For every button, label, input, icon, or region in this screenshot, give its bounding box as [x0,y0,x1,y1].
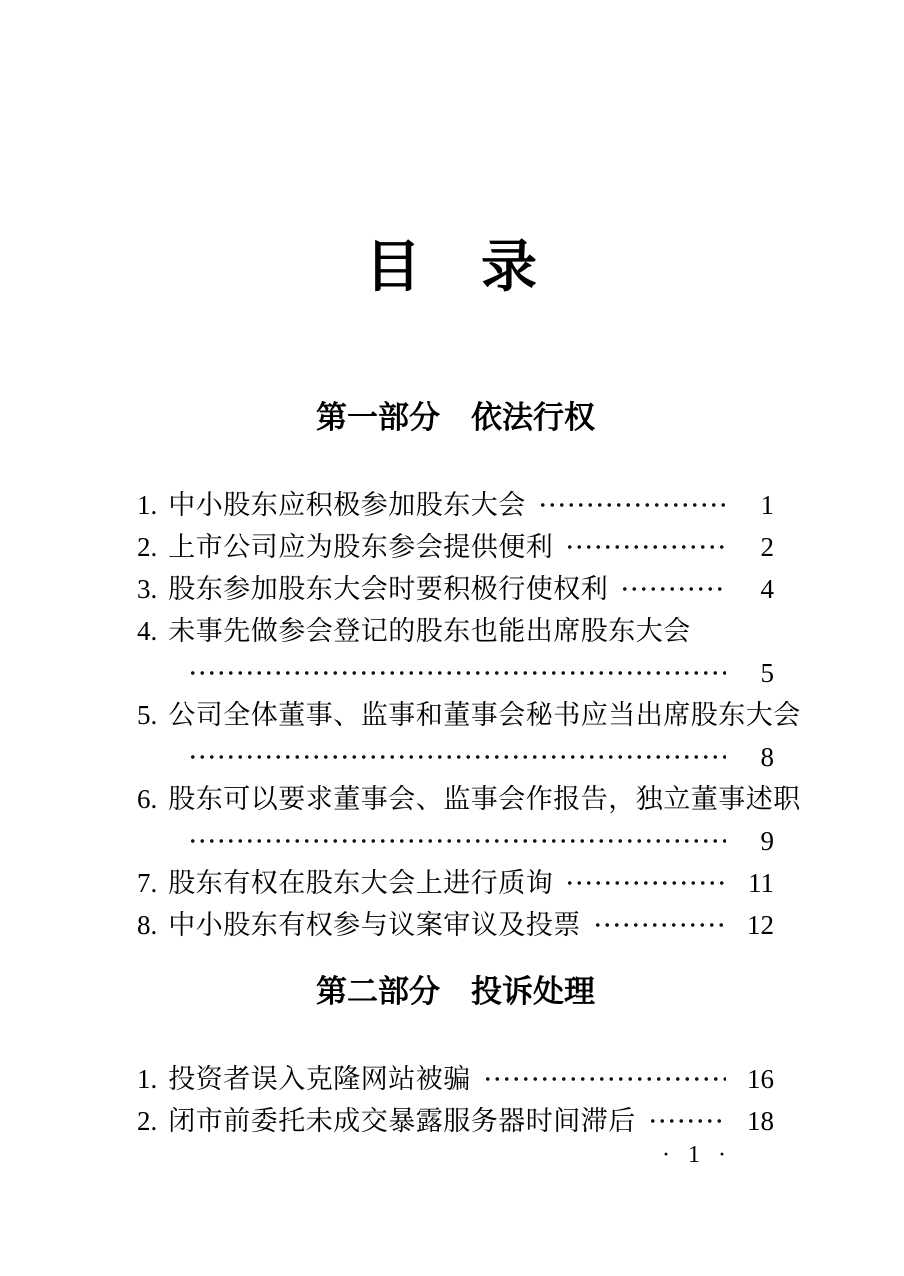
entry-page-number: 4 [760,574,774,604]
entry-number: 1. [137,490,158,520]
toc-entry [137,1058,774,1100]
section-heading: 第二部分 投诉处理 [316,974,595,1009]
dot-leader [483,1058,726,1100]
section-heading: 第一部分 依法行权 [316,400,595,435]
entry-page-number: 16 [747,1064,774,1094]
entry-page-number: 9 [760,826,774,856]
toc-entry [137,610,774,652]
toc-entry [137,694,801,736]
entry-number: 6. [137,784,158,814]
entry-title: 公司全体董事、监事和董事会秘书应当出席股东大会 [168,700,801,730]
toc-entry-continuation [137,820,774,862]
entry-title: 股东有权在股东大会上进行质询 [168,868,554,898]
toc-list [137,484,801,946]
toc [137,398,801,1168]
entry-title: 投资者误入克隆网站被骗 [168,1064,471,1094]
dot-leader [538,484,726,526]
entry-page-number: 2 [760,532,774,562]
toc-list [137,1058,774,1142]
toc-entry [137,526,774,568]
toc-entry [137,904,774,946]
dot-leader [565,862,726,904]
entry-page-number: 1 [760,490,774,520]
dot-leader [620,568,726,610]
entry-number: 1. [137,1064,158,1094]
entry-number: 2. [137,532,158,562]
toc-entry [137,778,801,820]
entry-page-number: 8 [760,742,774,772]
dot-leader [648,1100,726,1142]
entry-number: 3. [137,574,158,604]
toc-entry-continuation [137,652,774,694]
toc-entry [137,1100,774,1142]
entry-page-number: 12 [747,910,774,940]
entry-title: 中小股东应积极参加股东大会 [168,490,526,520]
page-title: 目 录 [365,235,539,298]
toc-entry [137,568,774,610]
entry-number: 4. [137,616,158,646]
dot-leader [188,820,726,862]
entry-title: 闭市前委托未成交暴露服务器时间滞后 [168,1106,636,1136]
entry-page-number: 11 [748,868,774,898]
entry-title: 未事先做参会登记的股东也能出席股东大会 [168,616,691,646]
entry-title: 股东可以要求董事会、监事会作报告，独立董事述职 [168,784,801,814]
dot-leader [188,736,726,778]
entry-number: 8. [137,910,158,940]
toc-entry [137,862,774,904]
dot-leader [188,652,726,694]
toc-entry [137,484,774,526]
toc-entry-continuation [137,736,774,778]
entry-number: 5. [137,700,158,730]
footer-page-number: · 1 · [662,1142,732,1168]
entry-title: 中小股东有权参与议案审议及投票 [168,910,581,940]
entry-number: 2. [137,1106,158,1136]
dot-leader [565,526,726,568]
entry-title: 股东参加股东大会时要积极行使权利 [168,574,609,604]
dot-leader [593,904,726,946]
entry-title: 上市公司应为股东参会提供便利 [168,532,554,562]
entry-number: 7. [137,868,158,898]
entry-page-number: 5 [760,658,774,688]
entry-page-number: 18 [747,1106,774,1136]
